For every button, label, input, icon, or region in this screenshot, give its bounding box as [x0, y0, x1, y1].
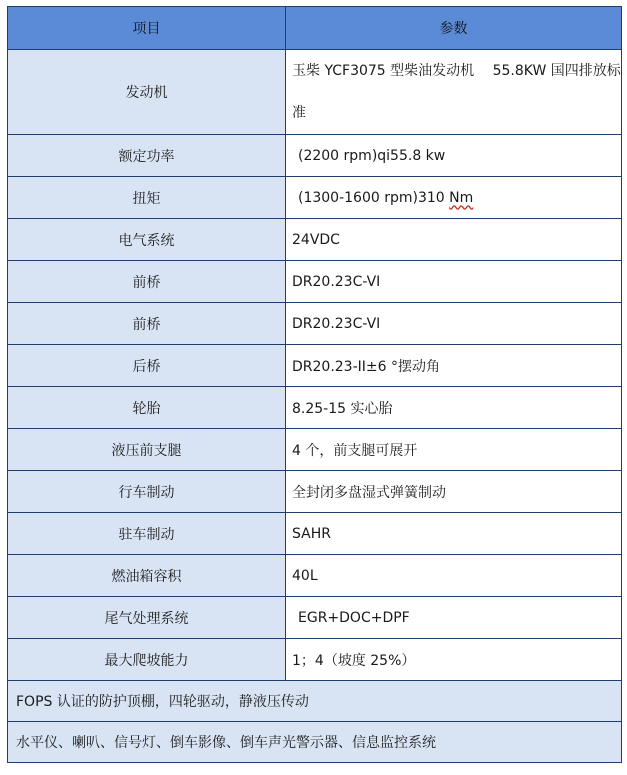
row-value: DR20.23-II±6 °摆动角 — [286, 345, 622, 387]
row-label: 燃油箱容积 — [8, 555, 286, 597]
torque-unit: Nm — [449, 189, 474, 206]
row-value: DR20.23C-VI — [286, 303, 622, 345]
row-label: 后桥 — [8, 345, 286, 387]
row-label: 前桥 — [8, 261, 286, 303]
footer-row — [8, 681, 622, 722]
row-label: 驻车制动 — [8, 513, 286, 555]
table-row — [8, 219, 622, 261]
spec-sheet — [7, 6, 621, 763]
row-value: 8.25-15 实心胎 — [286, 387, 622, 429]
row-label: 电气系统 — [8, 219, 286, 261]
row-value: 玉柴 YCF3075 型柴油发动机 55.8KW 国四排放标准 — [286, 50, 622, 135]
row-value: SAHR — [286, 513, 622, 555]
row-label: 前桥 — [8, 303, 286, 345]
table-row — [8, 135, 622, 177]
row-value: 4 个，前支腿可展开 — [286, 429, 622, 471]
table-row — [8, 261, 622, 303]
table-row — [8, 513, 622, 555]
row-value: 40L — [286, 555, 622, 597]
row-value: 24VDC — [286, 219, 622, 261]
table-row — [8, 177, 622, 219]
table-row — [8, 555, 622, 597]
row-value: 1；4（坡度 25%） — [286, 639, 622, 681]
row-label: 发动机 — [8, 50, 286, 135]
table-row — [8, 303, 622, 345]
row-value: (2200 rpm)qi55.8 kw — [286, 135, 622, 177]
header-parameter: 参数 — [286, 7, 622, 50]
table-header-row — [8, 7, 622, 50]
row-label: 最大爬坡能力 — [8, 639, 286, 681]
footer-row — [8, 722, 622, 763]
row-label: 液压前支腿 — [8, 429, 286, 471]
row-value: DR20.23C-VI — [286, 261, 622, 303]
spec-table — [7, 6, 622, 763]
row-value — [286, 177, 622, 219]
torque-text: (1300-1600 rpm)310 — [298, 189, 450, 206]
header-item: 项目 — [8, 7, 286, 50]
table-row — [8, 387, 622, 429]
row-label: 尾气处理系统 — [8, 597, 286, 639]
row-label: 额定功率 — [8, 135, 286, 177]
table-row — [8, 50, 622, 135]
row-label: 行车制动 — [8, 471, 286, 513]
row-value: EGR+DOC+DPF — [286, 597, 622, 639]
table-row — [8, 597, 622, 639]
table-row — [8, 429, 622, 471]
footer-equipment: 水平仪、喇叭、信号灯、倒车影像、倒车声光警示器、信息监控系统 — [8, 722, 622, 763]
table-row — [8, 639, 622, 681]
row-label: 轮胎 — [8, 387, 286, 429]
row-value: 全封闭多盘湿式弹簧制动 — [286, 471, 622, 513]
table-row — [8, 345, 622, 387]
row-label: 扭矩 — [8, 177, 286, 219]
table-row — [8, 471, 622, 513]
footer-features: FOPS 认证的防护顶棚，四轮驱动，静液压传动 — [8, 681, 622, 722]
